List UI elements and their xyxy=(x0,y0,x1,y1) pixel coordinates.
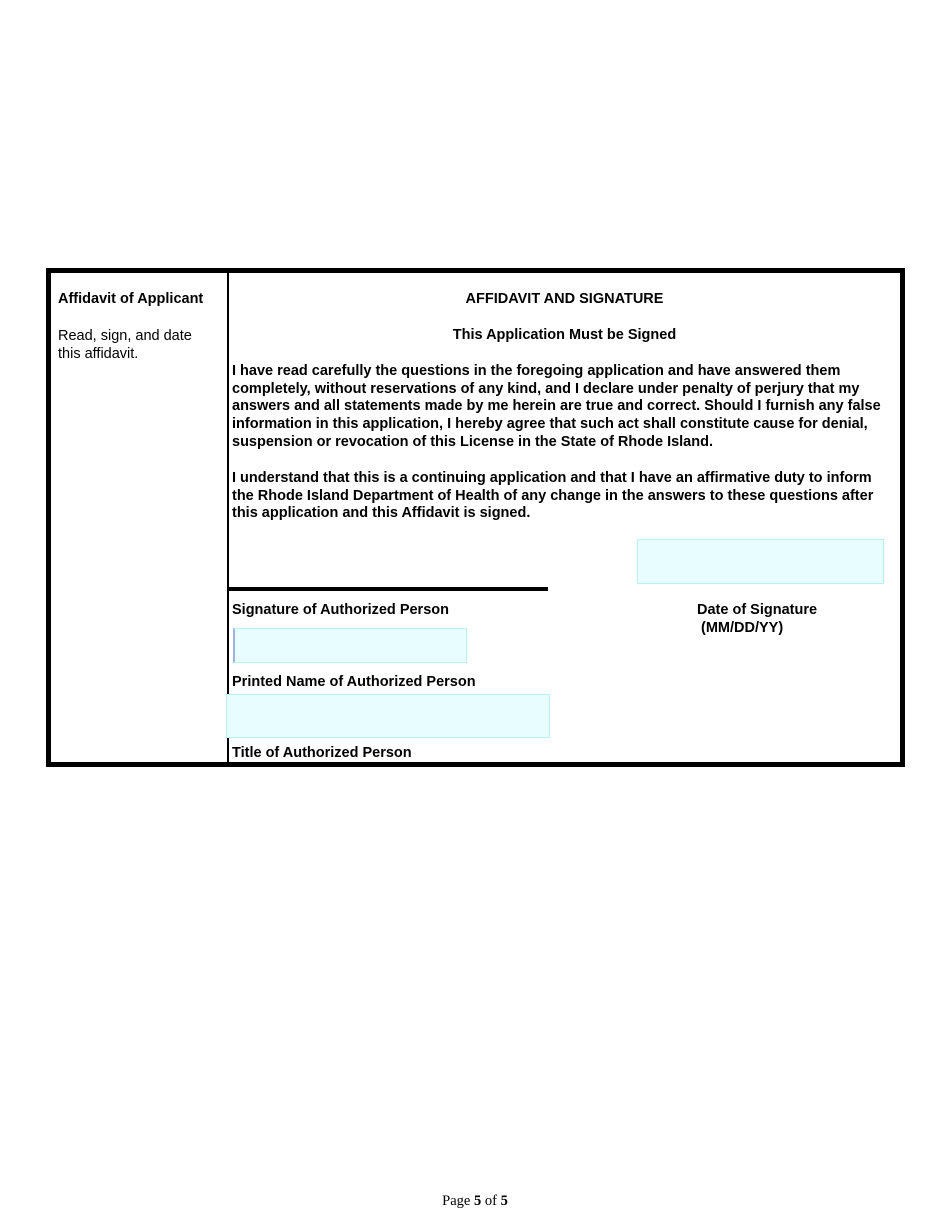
left-column-heading: Affidavit of Applicant xyxy=(58,291,204,307)
section-title: AFFIDAVIT AND SIGNATURE xyxy=(465,291,664,307)
signature-label: Signature of Authorized Person xyxy=(232,602,449,618)
column-divider xyxy=(227,273,229,762)
page-prefix: Page xyxy=(442,1193,471,1209)
affidavit-paragraph-1: I have read carefully the questions in the foregoing application and have answered them completely, without reservations of any kind, and I declare under penalty of perjury that my answers and all statements made by me herein are true and correct. Should I furnish any false information in this application, I hereby agree that such act shall constitute cause for denial, suspension or revocation of this License in the State of Rhode Island. xyxy=(232,363,881,450)
printed-name-label: Printed Name of Authorized Person xyxy=(232,674,476,690)
title-label: Title of Authorized Person xyxy=(232,745,412,761)
date-of-signature-field[interactable] xyxy=(637,539,884,584)
page-of-word: of xyxy=(484,1193,497,1209)
date-format-hint: (MM/DD/YY) xyxy=(701,620,784,636)
date-of-signature-label: Date of Signature xyxy=(697,602,818,618)
signature-line xyxy=(228,587,548,591)
page-footer xyxy=(0,1193,950,1210)
total-pages-number: 5 xyxy=(500,1193,508,1209)
section-subtitle: This Application Must be Signed xyxy=(452,327,677,343)
affidavit-paragraph-2: I understand that this is a continuing application and that I have an affirmative duty to inform the Rhode Island Department of Health of any change in the answers to these questions after this application and this Affidavit is signed. xyxy=(232,470,874,522)
printed-name-field[interactable] xyxy=(233,628,467,663)
left-column-instruction: Read, sign, and date this affidavit. xyxy=(58,328,192,362)
affidavit-form xyxy=(46,268,905,767)
current-page-number: 5 xyxy=(473,1193,482,1209)
title-field[interactable] xyxy=(226,694,550,738)
